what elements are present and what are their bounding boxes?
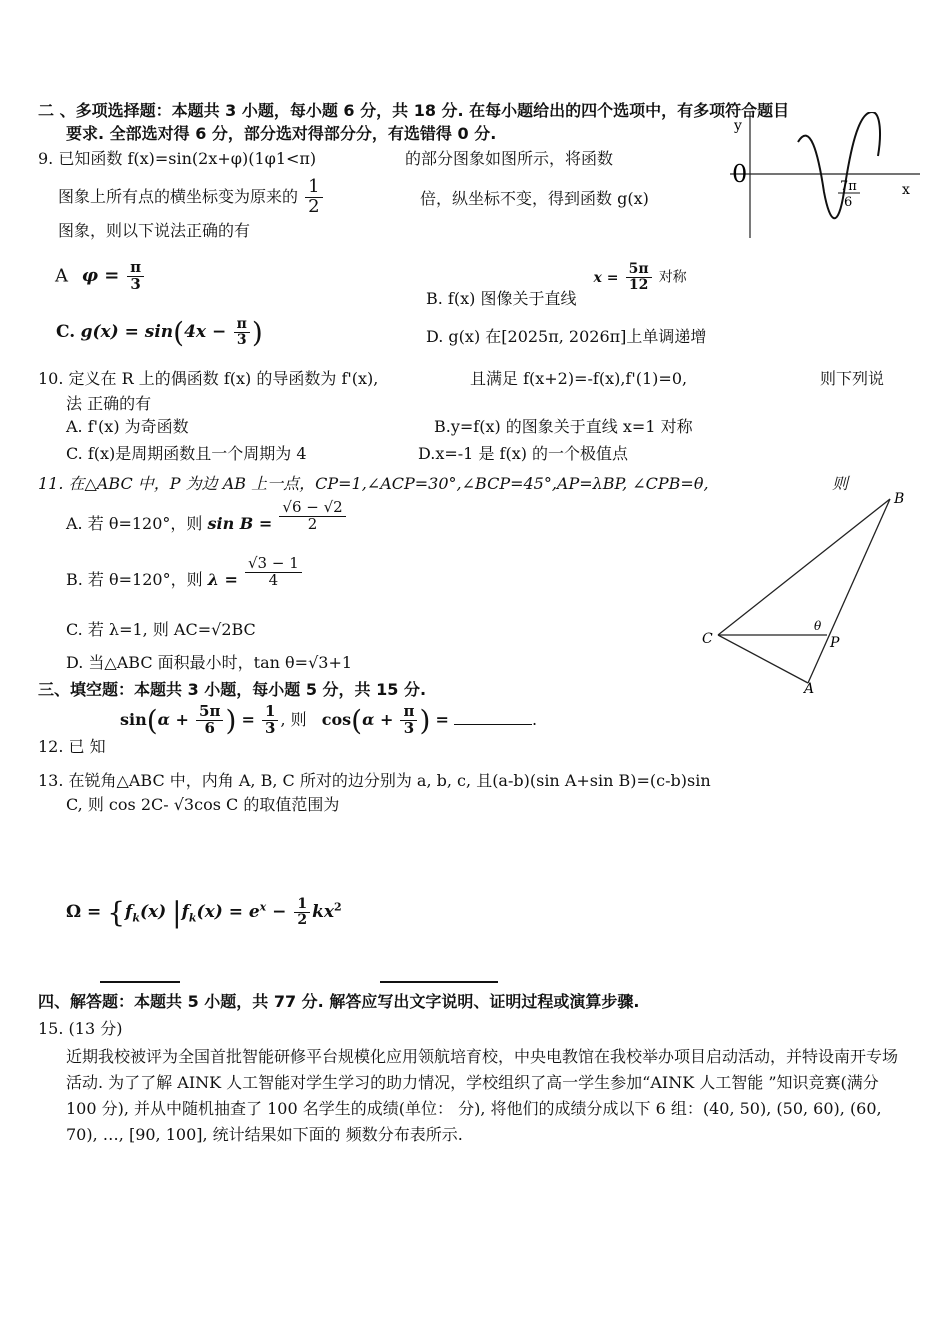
q9-option-c-fraction bbox=[234, 317, 250, 347]
overline-mark-right bbox=[380, 981, 498, 983]
section-3-title: 三、填空题：本题共 3 小题，每小题 5 分，共 15 分. bbox=[38, 680, 427, 699]
q9-option-b-fraction bbox=[626, 262, 652, 292]
q14-sub1: k bbox=[132, 911, 140, 925]
q9-option-c-rparen: ) bbox=[251, 316, 263, 349]
q10-line1b: 且满足 f(x+2)=-f(x),f'(1)=0, bbox=[470, 369, 688, 388]
q9-option-a-den: 3 bbox=[130, 274, 141, 293]
q9-option-b-suffix: 对称 bbox=[658, 269, 687, 286]
q12-value-den: 3 bbox=[265, 719, 276, 737]
q12-then: , 则 bbox=[280, 710, 307, 729]
q12-rparen1: ) bbox=[225, 704, 237, 737]
q14-sub2: k bbox=[188, 911, 197, 925]
q11-option-b-pre: B. 若 θ=120°，则 bbox=[66, 569, 203, 589]
q10-line1c: 则下列说 bbox=[820, 369, 885, 388]
q9-option-c-label: C. bbox=[56, 322, 76, 342]
q11-option-d: D. 当△ABC 面积最小时，tan θ=√3+1 bbox=[66, 653, 353, 672]
q12-value-num: 1 bbox=[262, 704, 278, 721]
q14-frac-num: 1 bbox=[294, 897, 310, 913]
q9-graph-tick-num: 7π bbox=[840, 179, 857, 194]
q12-alpha1: α + bbox=[157, 710, 189, 729]
q12-frac1 bbox=[196, 704, 223, 737]
q9-graph-tick-den: 6 bbox=[844, 195, 853, 210]
q11-side-cb bbox=[718, 499, 890, 635]
q14-exp: x bbox=[259, 900, 267, 914]
q9-option-c-den: 3 bbox=[236, 332, 247, 348]
q13-line1: 13. 在锐角△ABC 中，内角 A, B, C 所对的边分别为 a, b, c, 且(a-b)(sin A+sin B)=(c-b)sin bbox=[38, 771, 711, 790]
q14-set-expression bbox=[66, 896, 342, 929]
q14-f2: f bbox=[181, 902, 189, 922]
q14-kx: kx bbox=[312, 902, 334, 922]
q14-minus: − bbox=[272, 902, 287, 922]
q11-option-b-num: √3 − 1 bbox=[245, 556, 302, 573]
q11-option-b-var: λ = bbox=[207, 569, 238, 589]
q9-graph-origin: 0 bbox=[732, 160, 748, 188]
q9-option-c-lparen: ( bbox=[173, 316, 185, 349]
q9-line2b: 倍，纵坐标不变，得到函数 g(x) bbox=[420, 189, 649, 208]
q12-rparen2: ) bbox=[419, 704, 431, 737]
q12-equals2: = bbox=[435, 710, 449, 729]
q9-option-c-inner: 4x − bbox=[184, 322, 227, 342]
q11-label-a: A bbox=[804, 681, 815, 697]
q11-option-c: C. 若 λ=1, 则 AC=√2BC bbox=[66, 620, 256, 639]
section-2-title-cont: 要求. 全部选对得 6 分，部分选对得部分分，有选错得 0 分. bbox=[66, 124, 497, 143]
q11-label-c: C bbox=[702, 631, 713, 647]
q14-frac-den: 2 bbox=[297, 912, 308, 928]
q11-option-a-num: √6 − √2 bbox=[279, 500, 345, 517]
q10-option-a: A. f'(x) 为奇函数 bbox=[66, 417, 189, 436]
q11-option-b-den: 4 bbox=[268, 570, 279, 589]
q12-lparen2: ( bbox=[351, 704, 363, 737]
q10-option-c: C. f(x)是周期函数且一个周期为 4 bbox=[66, 444, 307, 463]
q11-side-ba bbox=[808, 499, 890, 683]
q9-option-a-var: φ = bbox=[81, 265, 120, 287]
q9-line1b: 的部分图象如图所示，将函数 bbox=[405, 149, 614, 168]
q12-label: 12. 已 知 bbox=[38, 737, 106, 756]
q9-half-den: 2 bbox=[308, 195, 320, 217]
q14-sq: 2 bbox=[334, 900, 342, 914]
q9-option-b-var: x = bbox=[593, 269, 619, 286]
q10-option-d: D.x=-1 是 f(x) 的一个极值点 bbox=[418, 444, 629, 463]
q15-paragraph: 近期我校被评为全国首批智能研修平台规模化应用领航培育校，中央电教馆在我校举办项目启动活动，并特设南开专场活动. 为了了解 AINK 人工智能对学生学习的助力情况，学校组织了高一学生参加“AINK 人工智能 ”知识竞赛(满分 100 分), 并从中随机抽查了 100 名学生的成绩(单位： 分), 将他们的成绩分成以下 6 组：(40, 50), (50, 60), (60, 70), …, [90, 100], 统计结果如下面的 频数分布表所示. bbox=[66, 1047, 899, 1144]
q12-frac2-num: π bbox=[400, 704, 417, 721]
section-4-title: 四、解答题：本题共 5 小题，共 77 分. 解答应写出文字说明、证明过程或演算步骤. bbox=[38, 992, 640, 1011]
q9-option-c-num: π bbox=[234, 317, 250, 333]
q9-option-b bbox=[426, 261, 687, 308]
q12-expression bbox=[120, 704, 537, 737]
section-2-title: 二 、多项选择题：本题共 3 小题，每小题 6 分，共 18 分. 在每小题给出的四个选项中，有多项符合题目 bbox=[38, 101, 790, 120]
q11-label-theta: θ bbox=[814, 619, 822, 633]
q12-end-period: . bbox=[531, 710, 538, 729]
q11-stem-end: 则 bbox=[832, 474, 849, 493]
q12-sin: sin bbox=[120, 710, 147, 729]
q14-bar: | bbox=[172, 896, 182, 929]
q14-omega: Ω = bbox=[66, 902, 102, 922]
q11-option-a-var: sin B = bbox=[207, 513, 273, 533]
q13-line2: C, 则 cos 2C- √3cos C 的取值范围为 bbox=[66, 795, 340, 814]
q12-answer-blank[interactable] bbox=[454, 710, 532, 725]
q11-label-b: B bbox=[894, 491, 905, 507]
q10-line1a: 10. 定义在 R 上的偶函数 f(x) 的导函数为 f'(x), bbox=[38, 369, 379, 388]
q14-arg2: (x) = e bbox=[196, 902, 260, 922]
q9-half-fraction bbox=[305, 178, 322, 217]
q9-graph-x-label: x bbox=[902, 182, 910, 198]
q9-option-c bbox=[56, 316, 263, 349]
q9-option-a-label: A bbox=[55, 265, 68, 287]
q9-line3: 图象，则以下说法正确的有 bbox=[58, 221, 251, 240]
q14-lbrace: { bbox=[107, 896, 126, 929]
q9-graph-y-label: y bbox=[734, 118, 742, 134]
q12-frac2-den: 3 bbox=[403, 719, 415, 737]
q11-side-ac bbox=[718, 635, 808, 683]
q10-option-b: B.y=f(x) 的图象关于直线 x=1 对称 bbox=[434, 417, 693, 436]
q9-line2 bbox=[58, 178, 325, 217]
q9-option-a-fraction bbox=[127, 260, 144, 293]
q11-option-a-fraction bbox=[279, 500, 345, 533]
q9-option-b-num: 5π bbox=[626, 262, 652, 278]
q12-cos: cos bbox=[321, 710, 352, 729]
q9-option-a-num: π bbox=[127, 260, 144, 277]
q14-f1: f bbox=[125, 902, 133, 922]
q9-line2-text: 图象上所有点的横坐标变为原来的 bbox=[58, 186, 299, 206]
q9-option-c-lhs: g(x) = sin bbox=[80, 322, 174, 342]
overline-mark-left bbox=[100, 981, 180, 983]
q12-frac1-num: 5π bbox=[196, 704, 223, 721]
q12-equals1: = bbox=[241, 710, 255, 729]
q11-option-b-fraction bbox=[245, 556, 302, 589]
q9-line1: 9. 已知函数 f(x)=sin(2x+φ)(1φ1<π) bbox=[38, 149, 317, 168]
q12-frac2 bbox=[400, 704, 417, 737]
q12-frac1-den: 6 bbox=[204, 719, 215, 737]
q12-alpha2: α + bbox=[362, 710, 394, 729]
q11-option-a-pre: A. 若 θ=120°，则 bbox=[66, 513, 203, 533]
q12-lparen1: ( bbox=[146, 704, 158, 737]
q14-arg1: (x) bbox=[140, 902, 167, 922]
q11-option-a bbox=[66, 500, 348, 533]
q9-option-b-den: 12 bbox=[628, 276, 649, 293]
q9-option-b-text: B. f(x) 图像关于直线 bbox=[426, 288, 577, 308]
q15-label: 15. (13 分) bbox=[38, 1019, 123, 1038]
q9-half-num: 1 bbox=[305, 178, 322, 198]
q11-label-p: P bbox=[830, 635, 840, 651]
q12-frac-value bbox=[262, 704, 278, 737]
q9-option-a bbox=[55, 260, 146, 293]
q9-option-d: D. g(x) 在[2025π, 2026π]上单调递增 bbox=[426, 327, 707, 346]
q11-triangle-figure bbox=[700, 485, 915, 700]
q11-stem: 11. 在△ABC 中，P 为边 AB 上一点，CP=1,∠ACP=30°,∠BCP=45°,AP=λBP, ∠CPB=θ, bbox=[38, 474, 709, 493]
q14-frac bbox=[294, 897, 310, 927]
q9-sine-graph bbox=[720, 112, 930, 242]
q11-option-b bbox=[66, 556, 304, 589]
q9-graph-curve bbox=[798, 112, 880, 218]
q10-line2: 法 正确的有 bbox=[66, 394, 152, 413]
q11-option-a-den: 2 bbox=[307, 514, 318, 533]
